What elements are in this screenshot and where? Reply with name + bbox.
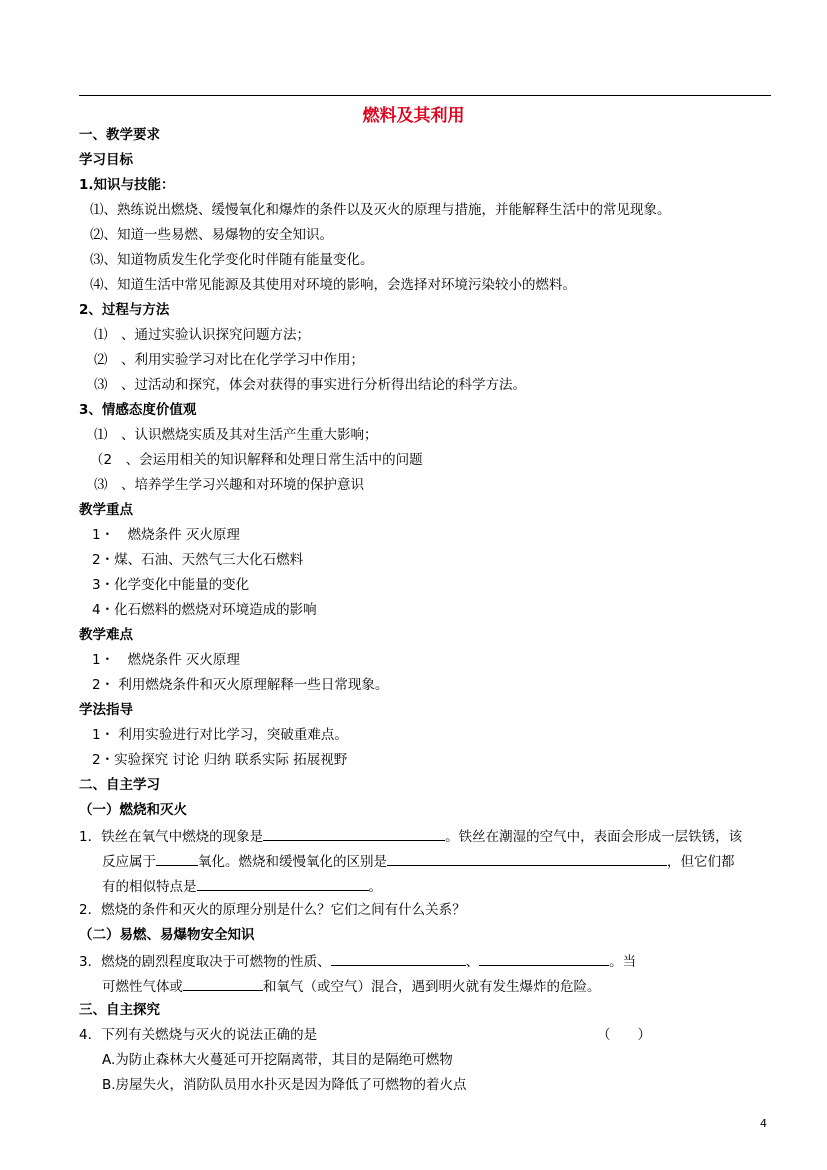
study-method-2: 2・实验探究 讨论 归纳 联系实际 拓展视野: [92, 752, 348, 768]
question-4-answer-paren[interactable]: （ ）: [597, 1027, 651, 1043]
q1-text-c: 反应属于: [102, 854, 156, 870]
q1-answer-blank-3[interactable]: [387, 851, 667, 866]
attitude-item-2: （2 、会运用相关的知识解释和处理日常生活中的问题: [90, 452, 423, 468]
key-points-heading: 教学重点: [79, 502, 133, 518]
question-4-stem: 4．下列有关燃烧与灭火的说法正确的是: [79, 1027, 318, 1043]
q3-text-c: 。当: [609, 954, 637, 970]
q1-text-e: ，但它们都: [667, 854, 735, 870]
attitude-item-1: ⑴ 、认识燃烧实质及其对生活产生重大影响；: [94, 427, 378, 443]
process-item-1: ⑴ 、通过实验认识探究问题方法；: [94, 327, 310, 343]
q3-text-d: 可燃性气体或: [102, 979, 183, 995]
attitude-heading: 3、情感态度价值观: [79, 402, 197, 418]
process-item-2: ⑵ 、利用实验学习对比在化学学习中作用；: [94, 352, 364, 368]
section-1-heading: 一、教学要求: [79, 127, 160, 143]
q1-text-g: 。: [368, 879, 382, 895]
question-3-line-2: [102, 976, 601, 996]
subsection-burning-heading: （一）燃烧和灭火: [79, 802, 187, 818]
section-2-heading: 二、自主学习: [79, 777, 160, 793]
header-rule: [79, 95, 771, 96]
q3-answer-blank-3[interactable]: [183, 976, 263, 991]
q3-answer-blank-2[interactable]: [479, 951, 609, 966]
q1-answer-blank-4[interactable]: [197, 876, 369, 891]
attitude-item-3: ⑶ 、培养学生学习兴趣和对环境的保护意识: [94, 477, 364, 493]
knowledge-item-1: ⑴、熟练说出燃烧、缓慢氧化和爆炸的条件以及灭火的原理与措施，并能解释生活中的常见现象。: [90, 202, 671, 218]
difficult-point-1: 1・ 燃烧条件 灭火原理: [92, 652, 240, 668]
question-2: 2．燃烧的条件和灭火的原理分别是什么？它们之间有什么关系？: [79, 902, 466, 918]
question-1-line-1: [79, 826, 742, 846]
page-number: 4: [760, 1117, 767, 1130]
q1-text-a: 1．铁丝在氧气中燃烧的现象是: [79, 829, 264, 845]
key-point-2: 2・煤、石油、天然气三大化石燃料: [92, 552, 304, 568]
section-3-heading: 三、自主探究: [79, 1002, 160, 1018]
knowledge-item-4: ⑷、知道生活中常见能源及其使用对环境的影响，会选择对环境污染较小的燃料。: [90, 277, 576, 293]
study-method-heading: 学法指导: [79, 702, 133, 718]
q1-text-d: 氧化。燃烧和缓慢氧化的区别是: [198, 854, 387, 870]
key-point-1: 1・ 燃烧条件 灭火原理: [92, 527, 240, 543]
q3-text-e: 和氧气（或空气）混合，遇到明火就有发生爆炸的危险。: [263, 979, 601, 995]
key-point-3: 3・化学变化中能量的变化: [92, 577, 250, 593]
q1-answer-blank-1[interactable]: [263, 826, 445, 841]
question-3-line-1: [79, 951, 636, 971]
difficult-point-2: 2・ 利用燃烧条件和灭火原理解释一些日常现象。: [92, 677, 389, 693]
q1-text-b: 。铁丝在潮湿的空气中，表面会形成一层铁锈，该: [445, 829, 743, 845]
knowledge-item-2: ⑵、知道一些易燃、易爆物的安全知识。: [90, 227, 333, 243]
knowledge-item-3: ⑶、知道物质发生化学变化时伴随有能量变化。: [90, 252, 374, 268]
knowledge-skills-heading: 1.知识与技能：: [79, 177, 175, 193]
key-point-4: 4・化石燃料的燃烧对环境造成的影响: [92, 602, 317, 618]
q3-answer-blank-1[interactable]: [331, 951, 466, 966]
question-1-line-2: [102, 851, 735, 871]
subsection-safety-heading: （二）易燃、易爆物安全知识: [79, 927, 255, 943]
process-method-heading: 2、过程与方法: [79, 302, 170, 318]
question-4-option-b: B.房屋失火，消防队员用水扑灭是因为降低了可燃物的着火点: [102, 1077, 467, 1093]
q3-text-a: 3．燃烧的剧烈程度取决于可燃物的性质、: [79, 954, 331, 970]
process-item-3: ⑶ 、过活动和探究，体会对获得的事实进行分析得出结论的科学方法。: [94, 377, 526, 393]
question-1-line-3: [102, 876, 382, 896]
document-title: 燃料及其利用: [362, 106, 465, 126]
question-4-option-a: A.为防止森林大火蔓延可开挖隔离带，其目的是隔绝可燃物: [102, 1052, 453, 1068]
q3-text-b: 、: [465, 954, 480, 970]
q1-answer-blank-2[interactable]: [156, 851, 198, 866]
q1-text-f: 有的相似特点是: [102, 879, 197, 895]
difficult-points-heading: 教学难点: [79, 627, 133, 643]
study-method-1: 1・ 利用实验进行对比学习，突破重难点。: [92, 727, 348, 743]
learning-goals-heading: 学习目标: [79, 152, 133, 168]
